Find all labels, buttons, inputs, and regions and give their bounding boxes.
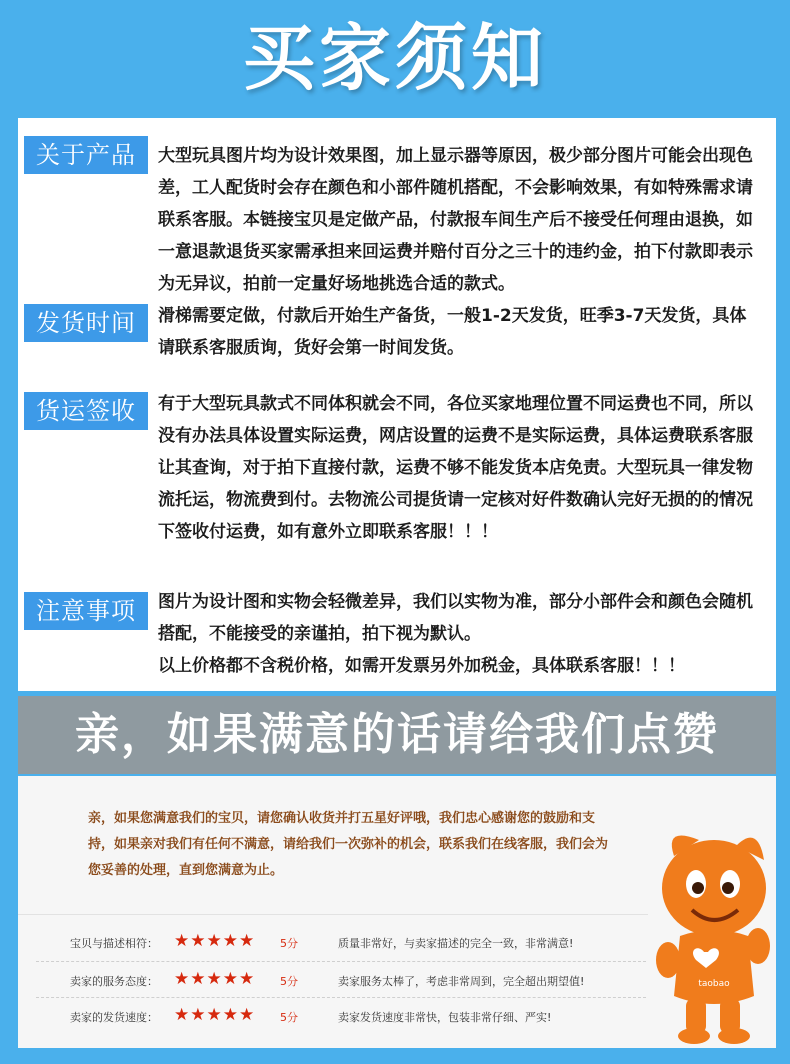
like-banner: 亲，如果满意的话请给我们点赞	[18, 696, 776, 774]
section-label: 发货时间	[24, 304, 148, 342]
review-panel	[18, 776, 776, 1048]
rating-score: 5分	[280, 975, 298, 988]
rating-row	[18, 1003, 648, 1031]
section-text-extra: 以上价格都不含税价格，如需开发票另外加税金，具体联系客服！！！	[158, 656, 685, 676]
section-label: 关于产品	[24, 136, 148, 174]
star-rating-icon: ★★★★★	[174, 969, 256, 989]
divider	[36, 961, 646, 962]
section-text: 图片为设计图和实物会轻微差异，我们以实物为准，部分小部件会和颜色会随机搭配，不能接受的亲谨拍，拍下视为默认。	[158, 592, 753, 644]
rating-name: 卖家的服务态度：	[70, 975, 158, 988]
rating-row	[18, 967, 648, 995]
divider	[36, 997, 646, 998]
review-message: 亲，如果您满意我们的宝贝，请您确认收货并打五星好评哦，我们忠心感谢您的鼓励和支持，如果亲对我们有任何不满意，请给我们一次弥补的机会，联系我们在线客服，我们会为您妥善的处理，直到您满意为止。	[88, 811, 609, 878]
rating-name: 卖家的发货速度：	[70, 1011, 158, 1024]
taobao-mascot-icon	[654, 826, 772, 1046]
rating-comment: 卖家发货速度非常快，包装非常仔细、严实!	[338, 1011, 552, 1024]
rating-score: 5分	[280, 937, 298, 950]
section-text: 滑梯需要定做，付款后开始生产备货，一般1-2天发货，旺季3-7天发货，具体请联系客服质询，货好会第一时间发货。	[158, 306, 747, 358]
section-label: 注意事项	[24, 592, 148, 630]
rating-comment: 质量非常好，与卖家描述的完全一致，非常满意!	[338, 937, 574, 950]
section-text: 有于大型玩具款式不同体积就会不同，各位买家地理位置不同运费也不同，所以没有办法具体设置实际运费，网店设置的运费不是实际运费，具体运费联系客服让其查询，对于拍下直接付款，运费不够不能发货本店免责。大型玩具一律发物流托运，物流费到付。去物流公司提货请一定核对好件数确认完好无损的的情况下签收付运费，如有意外立即联系客服！！！	[158, 394, 753, 542]
section-text: 大型玩具图片均为设计效果图，加上显示器等原因，极少部分图片可能会出现色差，工人配货时会存在颜色和小部件随机搭配，不会影响效果，有如特殊需求请联系客服。本链接宝贝是定做产品，付款报车间生产后不接受任何理由退换，如一意退款退货买家需承担来回运费并赔付百分之三十的违约金，拍下付款即表示为无异议，拍前一定量好场地挑选合适的款式。	[158, 146, 753, 294]
rating-comment: 卖家服务太棒了，考虑非常周到，完全超出期望值!	[338, 975, 585, 988]
rating-table	[18, 914, 648, 1038]
rating-row	[18, 929, 648, 957]
section-label: 货运签收	[24, 392, 148, 430]
rating-score: 5分	[280, 1011, 298, 1024]
notice-panel	[18, 118, 776, 691]
mascot-logo-text: taobao	[698, 979, 730, 989]
star-rating-icon: ★★★★★	[174, 1005, 256, 1025]
rating-name: 宝贝与描述相符：	[70, 937, 158, 950]
page-title: 买家须知	[242, 16, 547, 100]
star-rating-icon: ★★★★★	[174, 931, 256, 951]
